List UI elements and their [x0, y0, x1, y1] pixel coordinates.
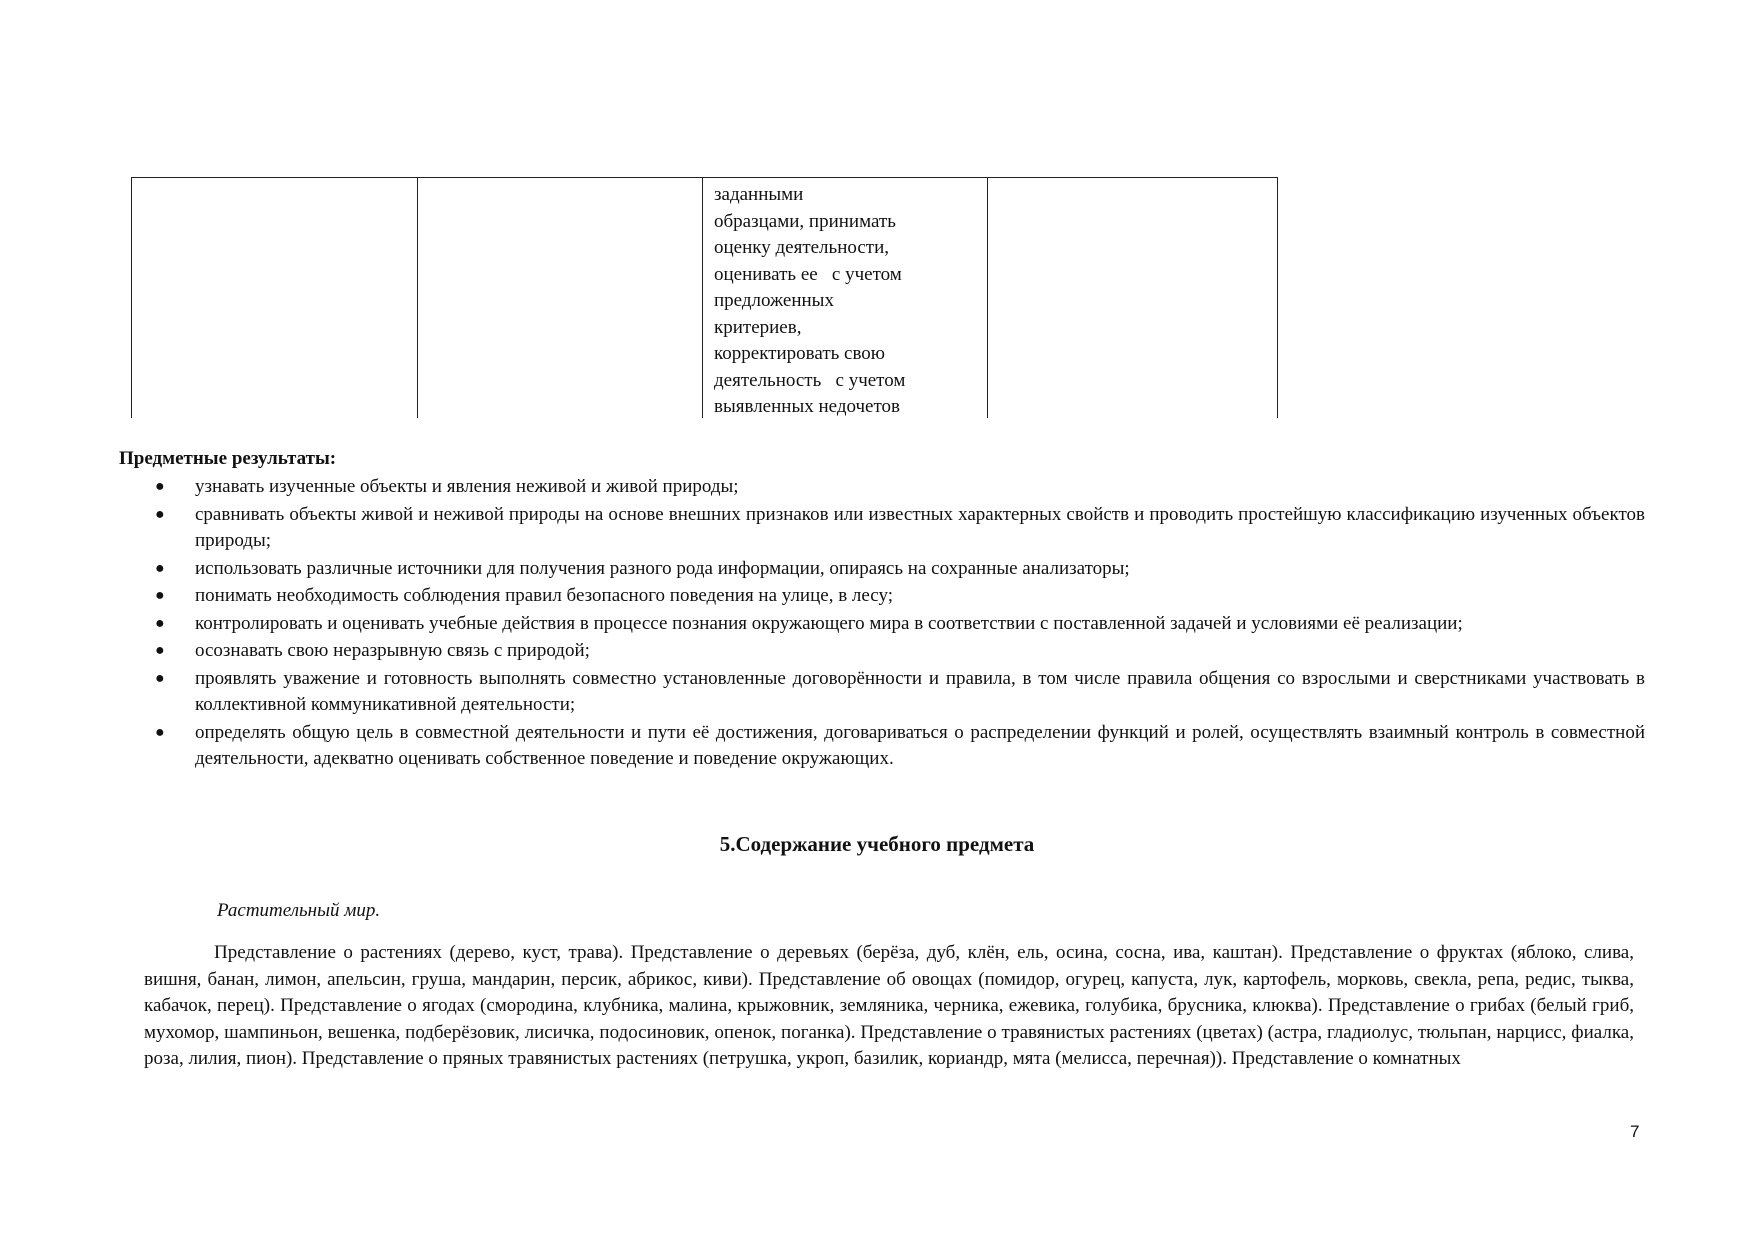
table-cell-text — [714, 182, 984, 421]
list-item-text: понимать необходимость соблюдения правил безопасного поведения на улице, в лесу; — [195, 585, 894, 606]
list-item — [155, 583, 1645, 610]
paragraph-text: Представление о растениях (дерево, куст, трава). Представление о деревьях (берёза, дуб, клён, ель, осина, сосна, ива, каштан). Представление о фруктах (яблоко, слива, вишня, банан, лимон, апельсин, груша, мандарин, персик, абрикос, киви). Представление об овощах (помидор, огурец, капуста, лук, картофель, морковь, свекла, репа, редис, тыква, кабачок, перец). Представление о ягодах (смородина, клубника, малина, крыжовник, земляника, черника, ежевика, голубика, брусника, клюква). Представление о грибах (белый гриб, мухомор, шампиньон, вешенка, подберёзовик, лисичка, подосиновик, опенок, поганка). Представление о травянистых растениях (цветах) (астра, гладиолус, тюльпан, нарцисс, фиалка, роза, лилия, пион). Представление о пряных травянистых растениях (петрушка, укроп, базилик, кориандр, мята (мелисса, перечная)). Представление о комнатных — [144, 942, 1634, 1069]
table-fragment — [131, 177, 1278, 418]
cell-line: заданными — [714, 184, 804, 205]
subject-results-list — [155, 474, 1645, 774]
bullet-icon: ● — [155, 642, 165, 659]
bullet-icon: ● — [155, 505, 165, 523]
body-paragraph — [144, 940, 1634, 1073]
cell-line: выявленных недочетов — [714, 396, 901, 417]
cell-line: предложенных — [714, 290, 834, 311]
bullet-icon: ● — [155, 669, 165, 687]
cell-line: образцами, принимать — [714, 210, 896, 232]
subsection-title: Растительный мир. — [217, 900, 381, 921]
list-item — [155, 638, 1645, 665]
table-column-divider — [417, 178, 418, 418]
list-item-text: осознавать свою неразрывную связь с природой; — [195, 640, 590, 661]
bullet-icon: ● — [155, 614, 165, 632]
list-item-text: проявлять уважение и готовность выполнять совместно установленные договорённости и правила, в том числе правила общения со взрослыми и сверстниками участвовать в коллективной коммуникативной деятельности; — [195, 667, 1645, 715]
cell-line: критериев, — [714, 316, 802, 338]
list-item — [155, 666, 1645, 719]
list-item-text: сравнивать объекты живой и неживой природы на основе внешних признаков или известных характерных свойств и проводить простейшую классификацию изученных объектов природы; — [195, 503, 1645, 551]
list-item — [155, 611, 1645, 638]
bullet-icon: ● — [155, 723, 165, 741]
table-column-divider — [702, 178, 703, 418]
list-item — [155, 720, 1645, 773]
subject-results-heading: Предметные результаты: — [119, 448, 337, 469]
list-item-text: узнавать изученные объекты и явления неживой и живой природы; — [195, 476, 739, 497]
cell-line: оценивать ее с учетом — [714, 263, 902, 285]
list-item — [155, 502, 1645, 555]
cell-line: деятельность с учетом — [714, 369, 906, 391]
cell-line: оценку деятельности, — [714, 237, 889, 258]
bullet-icon: ● — [155, 478, 165, 495]
list-item — [155, 556, 1645, 583]
bullet-icon: ● — [155, 559, 165, 577]
cell-line: корректировать свою — [714, 343, 885, 364]
section-title: 5.Содержание учебного предмета — [719, 832, 1035, 856]
page-number: 7 — [1630, 1122, 1640, 1141]
list-item — [155, 474, 1645, 501]
bullet-icon: ● — [155, 587, 165, 604]
list-item-text: использовать различные источники для получения разного рода информации, опираясь на сохранные анализаторы; — [195, 557, 1130, 579]
list-item-text: контролировать и оценивать учебные действия в процессе познания окружающего мира в соответствии с поставленной задачей и условиями её реализации; — [195, 612, 1463, 634]
list-item-text: определять общую цель в совместной деятельности и пути её достижения, договариваться о распределении функций и ролей, осуществлять взаимный контроль в совместной деятельности, адекватно оценивать собственное поведение и поведение окружающих. — [195, 721, 1645, 769]
table-column-divider — [987, 178, 988, 418]
